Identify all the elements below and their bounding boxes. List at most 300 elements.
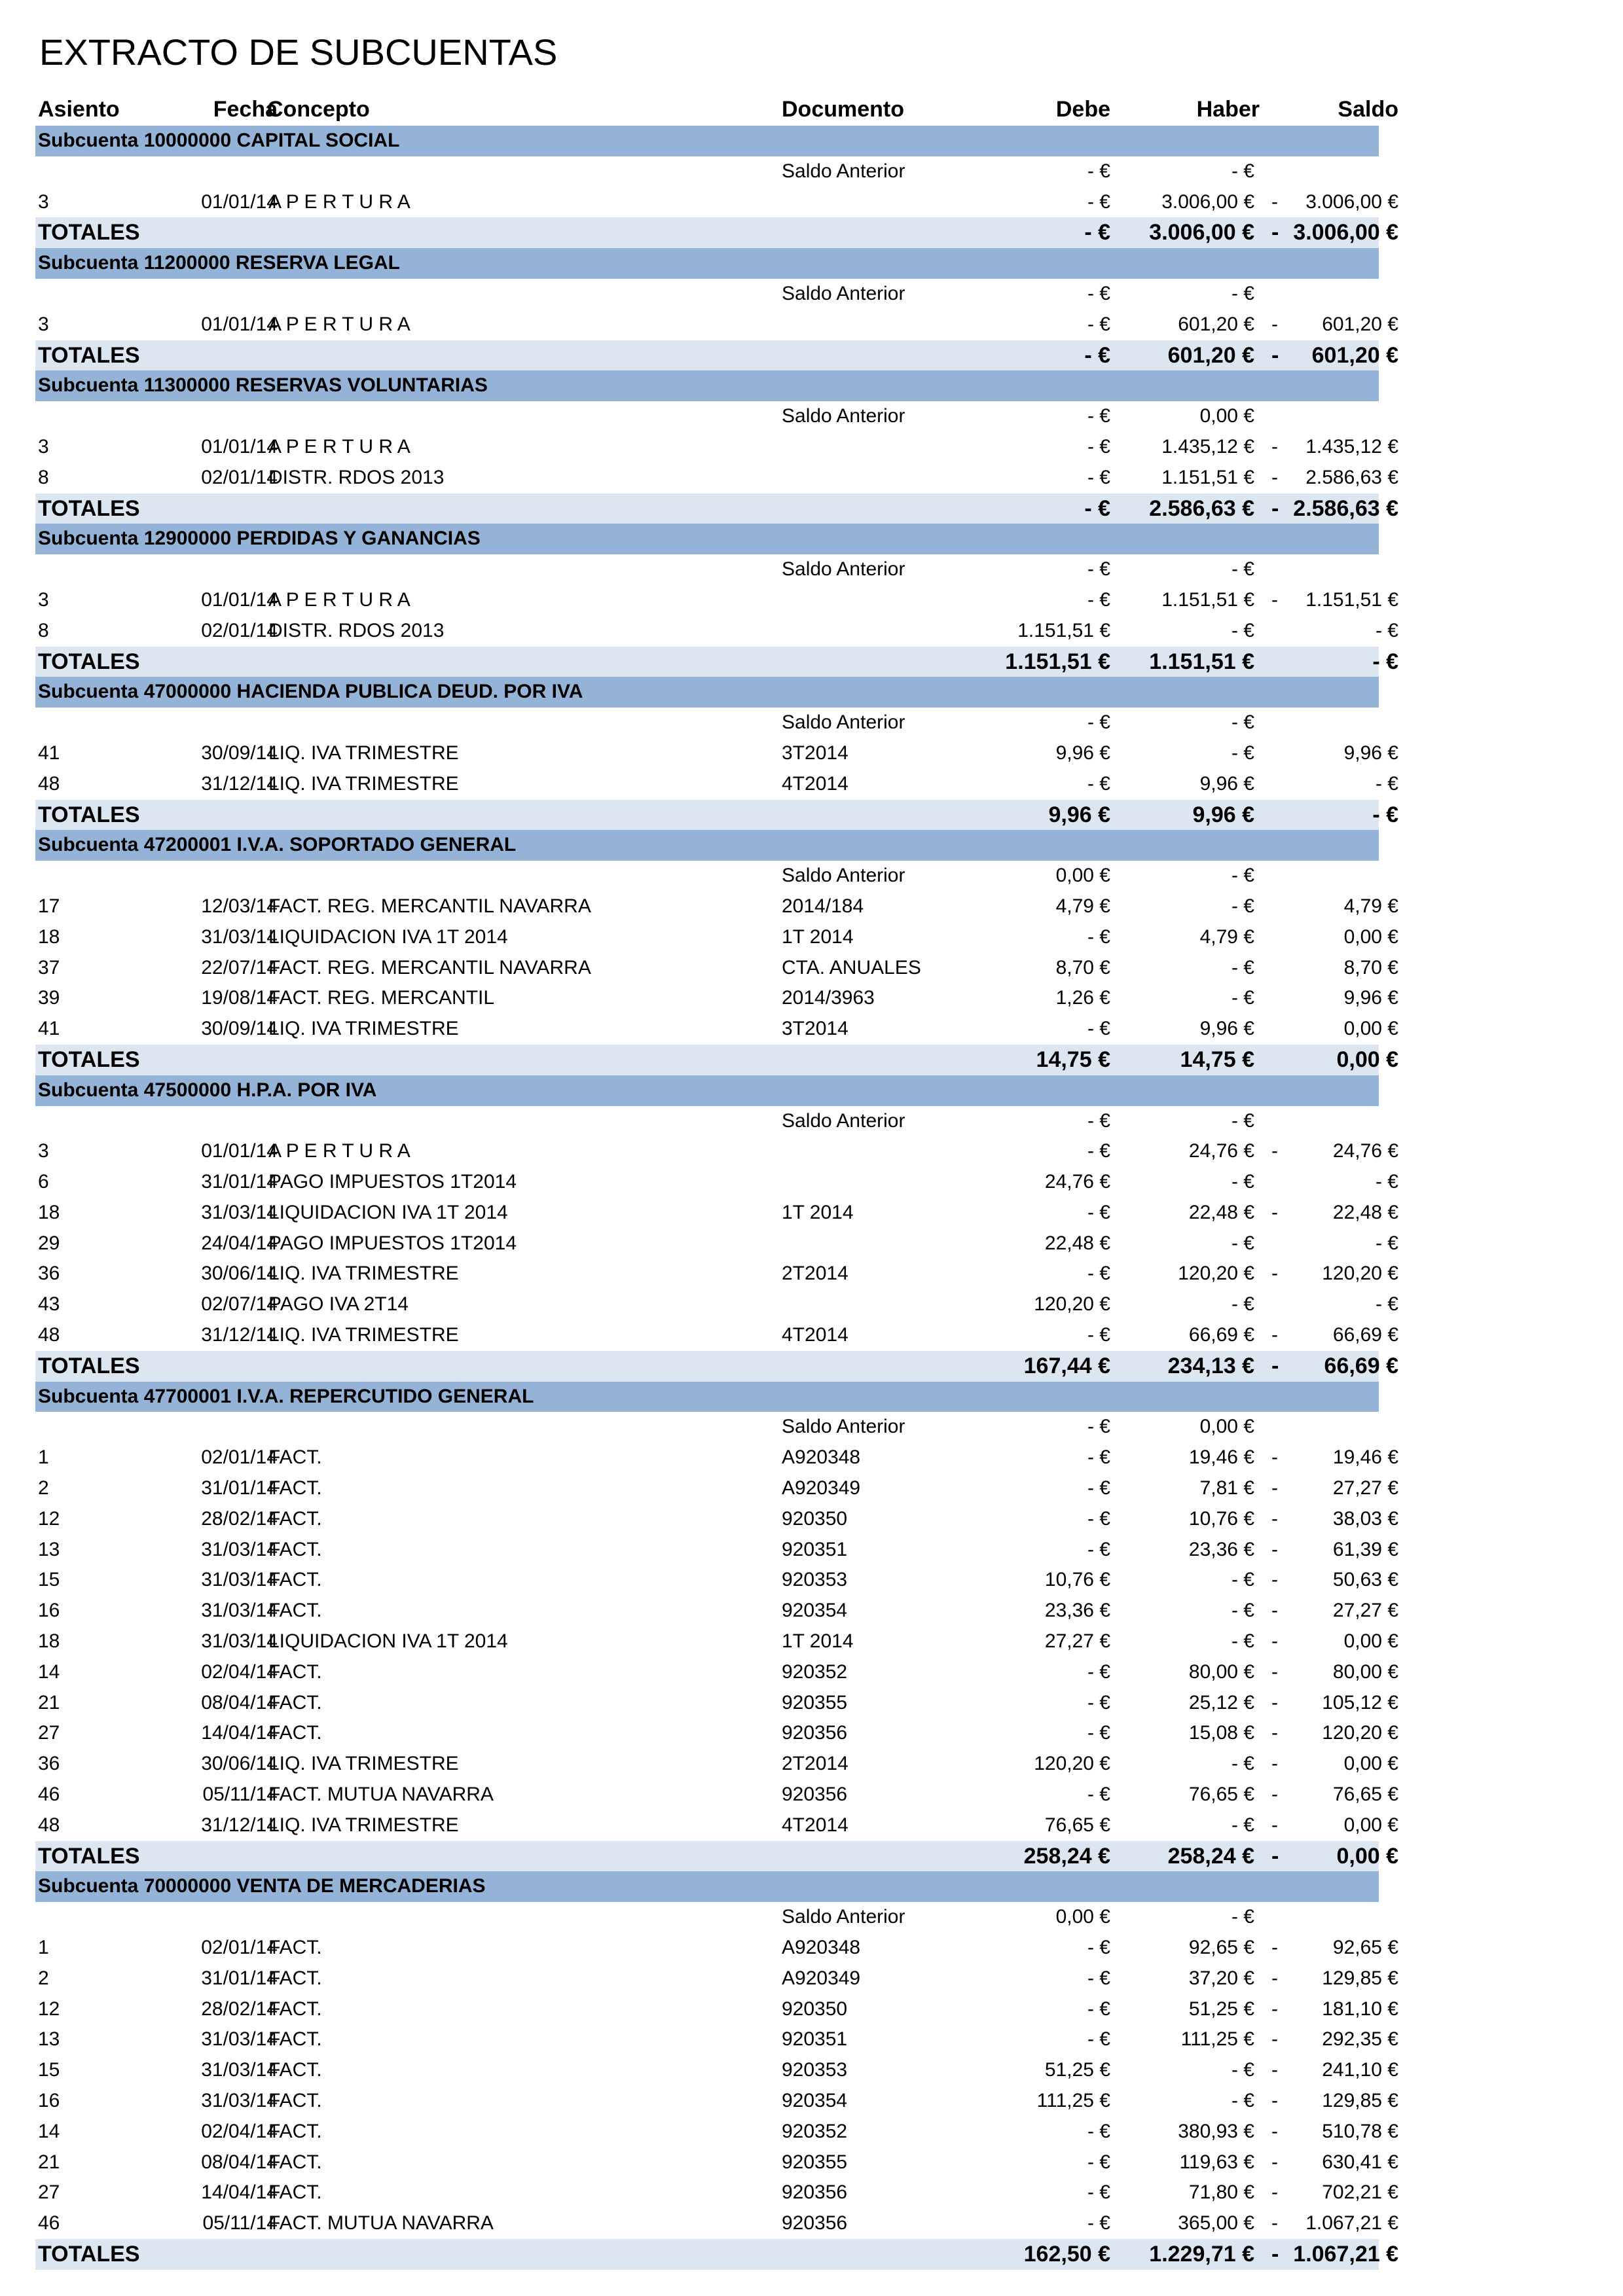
- concepto-cell: FACT. MUTUA NAVARRA: [268, 2212, 494, 2234]
- documento-cell: 920356: [782, 1722, 848, 1744]
- saldo-cell: 1.151,51 €: [1305, 588, 1398, 611]
- concepto-cell: LIQUIDACION IVA 1T 2014: [268, 1201, 508, 1223]
- table-row: [35, 1596, 1398, 1626]
- documento-cell: Saldo Anterior: [782, 711, 905, 734]
- debe-cell: - €: [1087, 313, 1110, 335]
- fecha-cell: 31/03/14: [201, 2090, 278, 2111]
- asiento-cell: 12: [38, 1507, 60, 1530]
- haber-cell: 24,76 €: [1188, 1140, 1254, 1162]
- totals-row: [35, 800, 1398, 831]
- haber-cell: 37,20 €: [1188, 1967, 1254, 1989]
- debe-cell: - €: [1087, 711, 1110, 734]
- saldo-sign: -: [1271, 2151, 1278, 2173]
- totals-row: [35, 1351, 1398, 1382]
- saldo-sign: -: [1271, 1446, 1278, 1469]
- saldo-cell: 8,70 €: [1343, 956, 1398, 978]
- documento-cell: 3T2014: [782, 1018, 848, 1040]
- total-saldo: 0,00 €: [1336, 1843, 1398, 1869]
- saldo-sign: -: [1271, 2181, 1278, 2204]
- saldo-cell: 1.435,12 €: [1305, 435, 1398, 457]
- subaccount-section: [35, 830, 1398, 1075]
- haber-cell: - €: [1231, 1293, 1254, 1316]
- saldo-sign: -: [1271, 1538, 1278, 1560]
- saldo-cell: 702,21 €: [1322, 2181, 1398, 2204]
- documento-cell: A920349: [782, 1967, 861, 1989]
- haber-cell: 19,46 €: [1188, 1446, 1254, 1469]
- documento-cell: Saldo Anterior: [782, 282, 905, 304]
- asiento-cell: 8: [38, 466, 49, 488]
- table-row: [35, 2147, 1398, 2178]
- asiento-cell: 6: [38, 1171, 49, 1193]
- subaccount-title: Subcuenta 47000000 HACIENDA PUBLICA DEUD. POR IVA: [38, 681, 583, 703]
- concepto-cell: LIQ. IVA TRIMESTRE: [268, 1324, 459, 1346]
- total-saldo: - €: [1372, 649, 1398, 674]
- haber-cell: - €: [1231, 282, 1254, 304]
- haber-cell: - €: [1231, 956, 1254, 978]
- table-row: [35, 1780, 1398, 1810]
- table-row: [35, 1810, 1398, 1841]
- saldo-cell: - €: [1375, 1171, 1398, 1193]
- table-row: [35, 585, 1398, 616]
- total-saldo-sign: -: [1271, 220, 1279, 245]
- table-row: [35, 1198, 1398, 1229]
- saldo-cell: 120,20 €: [1322, 1263, 1398, 1285]
- fecha-cell: 31/03/14: [201, 1600, 278, 1622]
- asiento-cell: 18: [38, 925, 60, 948]
- table-row: [35, 1626, 1398, 1657]
- fecha-cell: 14/04/14: [201, 1722, 278, 1744]
- saldo-sign: -: [1271, 1569, 1278, 1591]
- haber-cell: 80,00 €: [1188, 1660, 1254, 1683]
- saldo-cell: 1.067,21 €: [1305, 2212, 1398, 2234]
- table-row: [35, 1964, 1398, 1994]
- concepto-cell: FACT.: [268, 1507, 322, 1530]
- asiento-cell: 46: [38, 1784, 60, 1806]
- totals-label: TOTALES: [38, 495, 140, 521]
- subaccount-header: [35, 1871, 1379, 1902]
- concepto-cell: LIQ. IVA TRIMESTRE: [268, 1263, 459, 1285]
- haber-cell: 22,48 €: [1188, 1201, 1254, 1223]
- total-saldo: 601,20 €: [1311, 342, 1398, 368]
- documento-cell: A920348: [782, 1446, 861, 1469]
- saldo-cell: 9,96 €: [1343, 742, 1398, 764]
- asiento-cell: 21: [38, 2151, 60, 2173]
- fecha-cell: 02/01/14: [201, 619, 278, 641]
- concepto-cell: FACT.: [268, 1722, 322, 1744]
- haber-cell: - €: [1231, 987, 1254, 1009]
- concepto-cell: LIQ. IVA TRIMESTRE: [268, 772, 459, 795]
- asiento-cell: 41: [38, 742, 60, 764]
- fecha-cell: 31/03/14: [201, 1630, 278, 1653]
- documento-cell: 4T2014: [782, 1324, 848, 1346]
- fecha-cell: 28/02/14: [201, 1998, 278, 2020]
- total-haber: 9,96 €: [1192, 802, 1254, 827]
- haber-cell: 380,93 €: [1178, 2120, 1254, 2142]
- debe-cell: - €: [1087, 1722, 1110, 1744]
- concepto-cell: PAGO IVA 2T14: [268, 1293, 409, 1316]
- subaccount-header: [35, 1075, 1379, 1106]
- saldo-cell: 27,27 €: [1332, 1477, 1398, 1499]
- totals-row: [35, 493, 1398, 524]
- debe-cell: - €: [1087, 1998, 1110, 2020]
- total-haber: 601,20 €: [1167, 342, 1254, 368]
- table-row: [35, 156, 1379, 187]
- saldo-cell: - €: [1375, 772, 1398, 795]
- subaccount-title: Subcuenta 11300000 RESERVAS VOLUNTARIAS: [38, 374, 488, 397]
- table-row: [35, 1443, 1398, 1473]
- debe-cell: - €: [1087, 1507, 1110, 1530]
- haber-cell: 111,25 €: [1180, 2028, 1254, 2051]
- fecha-cell: 08/04/14: [201, 2151, 278, 2173]
- asiento-cell: 37: [38, 956, 60, 978]
- debe-cell: 1,26 €: [1055, 987, 1110, 1009]
- header-saldo: Saldo: [1338, 97, 1398, 122]
- debe-cell: - €: [1087, 588, 1110, 611]
- subaccount-header: [35, 524, 1379, 554]
- documento-cell: 1T 2014: [782, 925, 854, 948]
- saldo-cell: 0,00 €: [1343, 1814, 1398, 1836]
- saldo-sign: -: [1271, 1967, 1278, 1989]
- total-debe: - €: [1084, 220, 1110, 245]
- asiento-cell: 1: [38, 1937, 49, 1959]
- saldo-cell: - €: [1375, 1232, 1398, 1254]
- concepto-cell: FACT. MUTUA NAVARRA: [268, 1784, 494, 1806]
- asiento-cell: 36: [38, 1753, 60, 1775]
- table-row: [35, 1657, 1398, 1688]
- debe-cell: - €: [1087, 1324, 1110, 1346]
- haber-cell: 71,80 €: [1188, 2181, 1254, 2204]
- debe-cell: 9,96 €: [1055, 742, 1110, 764]
- haber-cell: 9,96 €: [1199, 772, 1254, 795]
- debe-cell: - €: [1087, 1263, 1110, 1285]
- fecha-cell: 01/01/14: [201, 190, 278, 213]
- concepto-cell: FACT.: [268, 1477, 322, 1499]
- fecha-cell: 31/03/14: [201, 925, 278, 948]
- fecha-cell: 31/01/14: [201, 1171, 278, 1193]
- documento-cell: A920348: [782, 1937, 861, 1959]
- table-row: [35, 2024, 1398, 2055]
- documento-cell: 920353: [782, 2059, 848, 2081]
- subaccount-title: Subcuenta 12900000 PERDIDAS Y GANANCIAS: [38, 528, 481, 550]
- table-row: [35, 1259, 1398, 1289]
- saldo-sign: -: [1271, 1814, 1278, 1836]
- total-debe: 258,24 €: [1023, 1843, 1110, 1869]
- asiento-cell: 3: [38, 313, 49, 335]
- haber-cell: 66,69 €: [1188, 1324, 1254, 1346]
- haber-cell: 92,65 €: [1188, 1937, 1254, 1959]
- totals-row: [35, 1841, 1398, 1872]
- subaccount-header: [35, 677, 1379, 708]
- haber-cell: - €: [1231, 2090, 1254, 2111]
- documento-cell: Saldo Anterior: [782, 405, 905, 427]
- debe-cell: - €: [1087, 435, 1110, 457]
- concepto-cell: FACT.: [268, 2181, 322, 2204]
- concepto-cell: FACT.: [268, 2120, 322, 2142]
- concepto-cell: PAGO IMPUESTOS 1T2014: [268, 1171, 517, 1193]
- concepto-cell: FACT.: [268, 2090, 322, 2111]
- fecha-cell: 30/09/14: [201, 1018, 278, 1040]
- haber-cell: - €: [1231, 1814, 1254, 1836]
- asiento-cell: 3: [38, 190, 49, 213]
- table-row: [35, 1473, 1398, 1504]
- asiento-cell: 15: [38, 1569, 60, 1591]
- debe-cell: - €: [1087, 1201, 1110, 1223]
- debe-cell: 51,25 €: [1044, 2059, 1110, 2081]
- fecha-cell: 31/01/14: [201, 1967, 278, 1989]
- debe-cell: - €: [1087, 2028, 1110, 2051]
- fecha-cell: 31/03/14: [201, 2028, 278, 2051]
- subaccount-section: [35, 677, 1398, 830]
- total-saldo-sign: -: [1271, 2241, 1279, 2267]
- asiento-cell: 48: [38, 1814, 60, 1836]
- total-haber: 3.006,00 €: [1149, 220, 1254, 245]
- saldo-cell: - €: [1375, 619, 1398, 641]
- fecha-cell: 01/01/14: [201, 588, 278, 611]
- debe-cell: 27,27 €: [1044, 1630, 1110, 1653]
- haber-cell: - €: [1231, 742, 1254, 764]
- haber-cell: - €: [1231, 895, 1254, 917]
- haber-cell: 23,36 €: [1188, 1538, 1254, 1560]
- header-documento: Documento: [782, 97, 904, 122]
- saldo-cell: 2.586,63 €: [1305, 466, 1398, 488]
- haber-cell: 51,25 €: [1188, 1998, 1254, 2020]
- subaccount-title: Subcuenta 47500000 H.P.A. POR IVA: [38, 1079, 377, 1101]
- total-saldo-sign: -: [1271, 495, 1279, 521]
- total-saldo: 66,69 €: [1324, 1353, 1398, 1378]
- asiento-cell: 27: [38, 2181, 60, 2204]
- table-row: [35, 2086, 1398, 2117]
- fecha-cell: 31/01/14: [201, 1477, 278, 1499]
- saldo-cell: 19,46 €: [1332, 1446, 1398, 1469]
- saldo-sign: -: [1271, 190, 1278, 213]
- asiento-cell: 16: [38, 1600, 60, 1622]
- haber-cell: 365,00 €: [1178, 2212, 1254, 2234]
- saldo-cell: 80,00 €: [1332, 1660, 1398, 1683]
- table-row: [35, 983, 1398, 1014]
- saldo-sign: -: [1271, 313, 1278, 335]
- totals-row: [35, 647, 1398, 677]
- saldo-cell: 3.006,00 €: [1305, 190, 1398, 213]
- debe-cell: 23,36 €: [1044, 1600, 1110, 1622]
- haber-cell: 25,12 €: [1188, 1691, 1254, 1713]
- saldo-sign: -: [1271, 466, 1278, 488]
- saldo-sign: -: [1271, 1784, 1278, 1806]
- saldo-sign: -: [1271, 1937, 1278, 1959]
- table-row: [35, 1167, 1398, 1198]
- haber-cell: - €: [1231, 1569, 1254, 1591]
- concepto-cell: FACT.: [268, 1600, 322, 1622]
- saldo-sign: -: [1271, 2090, 1278, 2111]
- debe-cell: - €: [1087, 772, 1110, 795]
- fecha-cell: 31/03/14: [201, 1538, 278, 1560]
- asiento-cell: 1: [38, 1446, 49, 1469]
- saldo-sign: -: [1271, 2059, 1278, 2081]
- debe-cell: - €: [1087, 1967, 1110, 1989]
- subaccount-title: Subcuenta 11200000 RESERVA LEGAL: [38, 252, 400, 274]
- totals-row: [35, 217, 1398, 248]
- totals-label: TOTALES: [38, 220, 140, 245]
- table-row: [35, 2178, 1398, 2208]
- debe-cell: - €: [1087, 1140, 1110, 1162]
- table-row: [35, 1229, 1398, 1259]
- table-row: [35, 1933, 1398, 1964]
- fecha-cell: 31/03/14: [201, 1201, 278, 1223]
- saldo-cell: 76,65 €: [1332, 1784, 1398, 1806]
- concepto-cell: LIQ. IVA TRIMESTRE: [268, 1814, 459, 1836]
- saldo-cell: - €: [1375, 1293, 1398, 1316]
- asiento-cell: 2: [38, 1477, 49, 1499]
- haber-cell: - €: [1231, 1232, 1254, 1254]
- header-asiento: Asiento: [38, 97, 120, 122]
- saldo-cell: 510,78 €: [1322, 2120, 1398, 2142]
- documento-cell: 920350: [782, 1998, 848, 2020]
- documento-cell: 920353: [782, 1569, 848, 1591]
- debe-cell: - €: [1087, 466, 1110, 488]
- concepto-cell: FACT. REG. MERCANTIL NAVARRA: [268, 956, 591, 978]
- fecha-cell: 31/03/14: [201, 1569, 278, 1591]
- fecha-cell: 24/04/14: [201, 1232, 278, 1254]
- subaccount-section: [35, 524, 1398, 677]
- debe-cell: - €: [1087, 2120, 1110, 2142]
- documento-cell: 920356: [782, 2212, 848, 2234]
- haber-cell: 4,79 €: [1199, 925, 1254, 948]
- table-row: [35, 891, 1398, 922]
- saldo-sign: -: [1271, 1753, 1278, 1775]
- header-row: [35, 93, 1398, 126]
- concepto-cell: FACT.: [268, 1937, 322, 1959]
- haber-cell: - €: [1231, 865, 1254, 887]
- asiento-cell: 43: [38, 1293, 60, 1316]
- saldo-cell: 0,00 €: [1343, 1753, 1398, 1775]
- totals-label: TOTALES: [38, 802, 140, 827]
- fecha-cell: 02/07/14: [201, 1293, 278, 1316]
- total-saldo-sign: -: [1271, 1353, 1279, 1378]
- asiento-cell: 18: [38, 1630, 60, 1653]
- concepto-cell: FACT.: [268, 2059, 322, 2081]
- subaccount-header: [35, 126, 1379, 156]
- concepto-cell: A P E R T U R A: [268, 190, 410, 213]
- table-row: [35, 708, 1379, 738]
- ledger-body: [35, 126, 1398, 2270]
- ledger-table: [35, 93, 1398, 2270]
- table-row: [35, 310, 1398, 340]
- documento-cell: 920354: [782, 1600, 848, 1622]
- haber-cell: - €: [1231, 1109, 1254, 1132]
- total-debe: 162,50 €: [1023, 2241, 1110, 2267]
- total-saldo: 1.067,21 €: [1293, 2241, 1398, 2267]
- fecha-cell: 31/12/14: [201, 1324, 278, 1346]
- saldo-cell: 181,10 €: [1322, 1998, 1398, 2020]
- saldo-sign: -: [1271, 1691, 1278, 1713]
- haber-cell: - €: [1231, 160, 1254, 182]
- table-row: [35, 922, 1398, 953]
- concepto-cell: FACT.: [268, 2028, 322, 2051]
- saldo-sign: -: [1271, 1201, 1278, 1223]
- asiento-cell: 8: [38, 619, 49, 641]
- haber-cell: - €: [1231, 1753, 1254, 1775]
- table-row: [35, 1688, 1398, 1719]
- fecha-cell: 30/06/14: [201, 1263, 278, 1285]
- saldo-cell: 601,20 €: [1322, 313, 1398, 335]
- saldo-cell: 50,63 €: [1332, 1569, 1398, 1591]
- table-row: [35, 432, 1398, 463]
- debe-cell: - €: [1087, 558, 1110, 581]
- haber-cell: 76,65 €: [1188, 1784, 1254, 1806]
- asiento-cell: 3: [38, 588, 49, 611]
- subaccount-header: [35, 370, 1379, 401]
- asiento-cell: 36: [38, 1263, 60, 1285]
- documento-cell: 920352: [782, 2120, 848, 2142]
- asiento-cell: 12: [38, 1998, 60, 2020]
- debe-cell: 76,65 €: [1044, 1814, 1110, 1836]
- saldo-cell: 27,27 €: [1332, 1600, 1398, 1622]
- concepto-cell: FACT. REG. MERCANTIL: [268, 987, 495, 1009]
- fecha-cell: 30/06/14: [201, 1753, 278, 1775]
- documento-cell: 2T2014: [782, 1263, 848, 1285]
- concepto-cell: LIQ. IVA TRIMESTRE: [268, 1753, 459, 1775]
- subaccount-title: Subcuenta 70000000 VENTA DE MERCADERIAS: [38, 1875, 486, 1897]
- totals-label: TOTALES: [38, 1047, 140, 1072]
- saldo-cell: 38,03 €: [1332, 1507, 1398, 1530]
- saldo-sign: -: [1271, 1507, 1278, 1530]
- subaccount-section: [35, 248, 1398, 370]
- haber-cell: 15,08 €: [1188, 1722, 1254, 1744]
- totals-label: TOTALES: [38, 649, 140, 674]
- documento-cell: 920356: [782, 1784, 848, 1806]
- table-row: [35, 1106, 1379, 1137]
- debe-cell: 111,25 €: [1036, 2090, 1110, 2111]
- table-row: [35, 463, 1398, 493]
- debe-cell: - €: [1087, 1538, 1110, 1560]
- totals-row: [35, 1045, 1398, 1075]
- concepto-cell: FACT.: [268, 1998, 322, 2020]
- saldo-cell: 105,12 €: [1322, 1691, 1398, 1713]
- table-row: [35, 1412, 1379, 1443]
- saldo-sign: -: [1271, 1263, 1278, 1285]
- total-haber: 14,75 €: [1180, 1047, 1254, 1072]
- concepto-cell: LIQUIDACION IVA 1T 2014: [268, 1630, 508, 1653]
- asiento-cell: 27: [38, 1722, 60, 1744]
- debe-cell: - €: [1087, 1784, 1110, 1806]
- saldo-cell: 129,85 €: [1322, 2090, 1398, 2111]
- total-debe: 9,96 €: [1048, 802, 1110, 827]
- documento-cell: 4T2014: [782, 772, 848, 795]
- asiento-cell: 39: [38, 987, 60, 1009]
- saldo-sign: -: [1271, 1600, 1278, 1622]
- saldo-cell: 9,96 €: [1343, 987, 1398, 1009]
- debe-cell: - €: [1087, 1416, 1110, 1438]
- saldo-sign: -: [1271, 2028, 1278, 2051]
- asiento-cell: 2: [38, 1967, 49, 1989]
- fecha-cell: 01/01/14: [201, 313, 278, 335]
- total-debe: 167,44 €: [1023, 1353, 1110, 1378]
- fecha-cell: 05/11/14: [202, 1784, 278, 1806]
- haber-cell: - €: [1231, 1600, 1254, 1622]
- totals-label: TOTALES: [38, 1843, 140, 1869]
- asiento-cell: 3: [38, 435, 49, 457]
- debe-cell: 4,79 €: [1055, 895, 1110, 917]
- concepto-cell: A P E R T U R A: [268, 1140, 410, 1162]
- concepto-cell: LIQUIDACION IVA 1T 2014: [268, 925, 508, 948]
- haber-cell: 9,96 €: [1199, 1018, 1254, 1040]
- total-debe: 1.151,51 €: [1005, 649, 1110, 674]
- debe-cell: 1.151,51 €: [1017, 619, 1110, 641]
- fecha-cell: 02/01/14: [201, 1937, 278, 1959]
- haber-cell: 7,81 €: [1199, 1477, 1254, 1499]
- saldo-cell: 61,39 €: [1332, 1538, 1398, 1560]
- table-row: [35, 1535, 1398, 1566]
- debe-cell: 22,48 €: [1044, 1232, 1110, 1254]
